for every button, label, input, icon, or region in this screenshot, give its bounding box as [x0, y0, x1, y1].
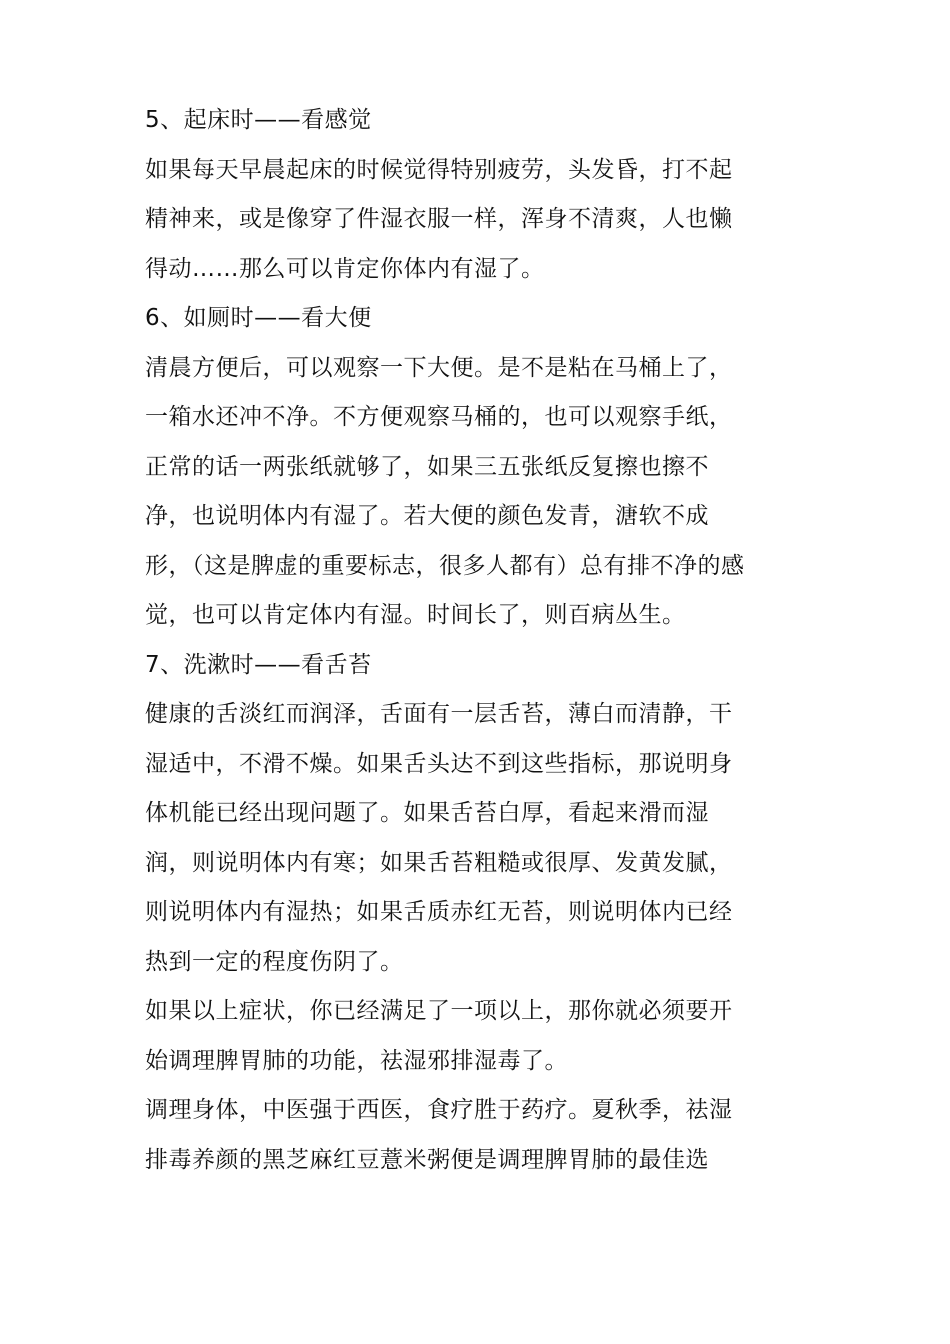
paragraph-line: 形，（这是脾虚的重要标志，很多人都有）总有排不净的感	[145, 552, 745, 579]
paragraph-line: 健康的舌淡红而润泽，舌面有一层舌苔，薄白而清静，干	[145, 701, 733, 727]
paragraph-line: 则说明体内有湿热；如果舌质赤红无苔，则说明体内已经	[145, 899, 733, 925]
paragraph-line: 体机能已经出现问题了。如果舌苔白厚，看起来滑而湿	[145, 800, 709, 826]
paragraph-line: 正常的话一两张纸就够了，如果三五张纸反复擦也擦不	[145, 453, 709, 480]
section-heading-6: 6、如厕时——看大便	[145, 305, 372, 331]
paragraph-line: 一箱水还冲不净。不方便观察马桶的，也可以观察手纸，	[145, 404, 733, 430]
paragraph-line: 净，也说明体内有湿了。若大便的颜色发青，溏软不成	[145, 503, 709, 529]
document-body	[145, 96, 845, 1185]
paragraph-line: 热到一定的程度伤阴了。	[145, 948, 404, 975]
paragraph-line: 排毒养颜的黑芝麻红豆薏米粥便是调理脾胃肺的最佳选	[145, 1146, 709, 1173]
paragraph-line: 如果每天早晨起床的时候觉得特别疲劳，头发昏，打不起	[145, 156, 733, 183]
paragraph-line: 润，则说明体内有寒；如果舌苔粗糙或很厚、发黄发腻，	[145, 849, 733, 876]
paragraph-line: 始调理脾胃肺的功能，祛湿邪排湿毒了。	[145, 1047, 568, 1074]
paragraph-line: 如果以上症状，你已经满足了一项以上，那你就必须要开	[145, 998, 733, 1024]
paragraph-line: 湿适中，不滑不燥。如果舌头达不到这些指标，那说明身	[145, 750, 733, 777]
paragraph-line: 得动……那么可以肯定你体内有湿了。	[145, 255, 545, 282]
paragraph-line: 清晨方便后，可以观察一下大便。是不是粘在马桶上了，	[145, 354, 733, 381]
paragraph-line: 调理身体，中医强于西医，食疗胜于药疗。夏秋季，祛湿	[145, 1097, 733, 1123]
section-heading-5: 5、起床时——看感觉	[145, 107, 372, 133]
paragraph-line: 精神来，或是像穿了件湿衣服一样，浑身不清爽，人也懒	[145, 206, 733, 232]
section-heading-7: 7、洗漱时——看舌苔	[145, 651, 372, 678]
paragraph-line: 觉，也可以肯定体内有湿。时间长了，则百病丛生。	[145, 602, 686, 628]
